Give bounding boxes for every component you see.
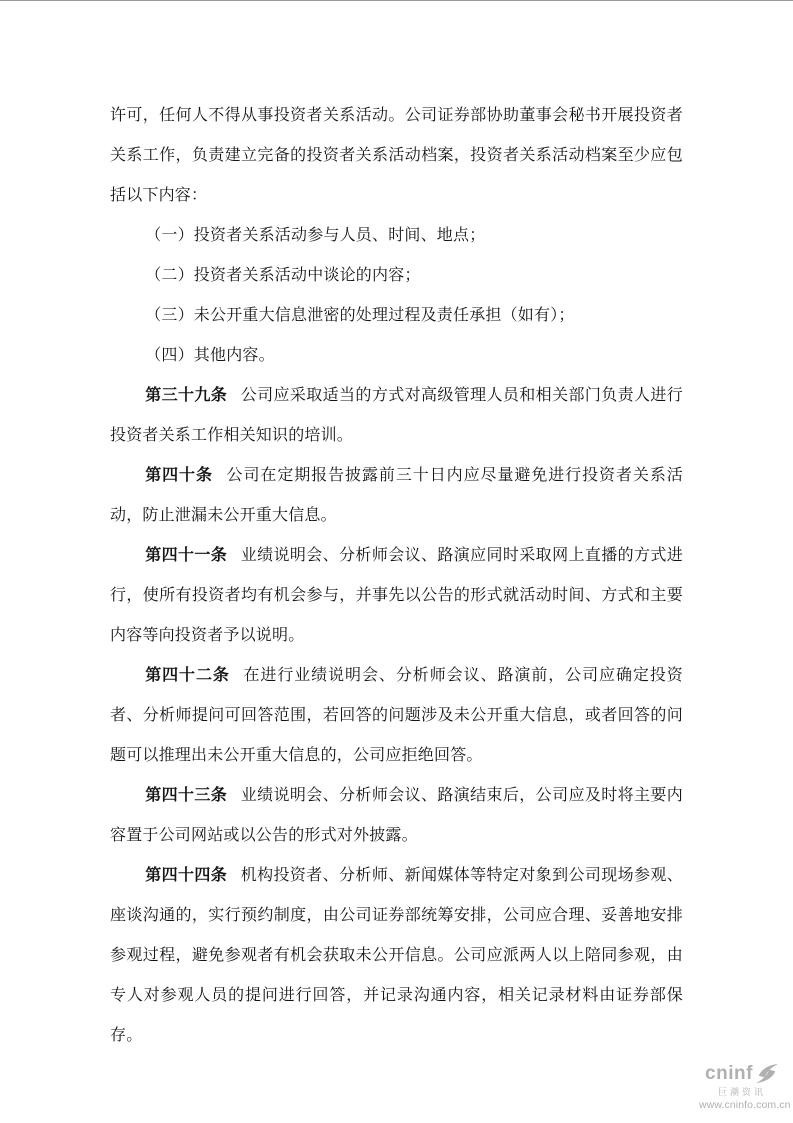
article-40-text: 公司在定期报告披露前三十日内应尽量避免进行投资者关系活动，防止泄漏未公开重大信息。 bbox=[110, 467, 683, 524]
article-41-text: 业绩说明会、分析师会议、路演应同时采取网上直播的方式进行，使所有投资者均有机会参与，并事先以公告的形式就活动时间、方式和主要内容等向投资者予以说明。 bbox=[110, 547, 683, 644]
article-42-number: 第四十二条 bbox=[145, 667, 230, 684]
paragraph-continuation bbox=[110, 96, 683, 216]
article-41-number: 第四十一条 bbox=[145, 547, 228, 564]
cninfo-url: www.cninfo.com.cn bbox=[699, 1099, 791, 1111]
cninfo-swirl-icon bbox=[755, 1063, 779, 1084]
article-44-number: 第四十四条 bbox=[145, 867, 228, 884]
article-42 bbox=[110, 656, 683, 776]
list-item-1 bbox=[110, 216, 683, 256]
article-40 bbox=[110, 456, 683, 536]
list-item-text: （二）投资者关系活动中谈论的内容； bbox=[145, 267, 421, 284]
article-43-number: 第四十三条 bbox=[145, 787, 228, 804]
list-item-4 bbox=[110, 336, 683, 376]
list-item-text: （四）其他内容。 bbox=[145, 347, 275, 364]
list-item-text: （一）投资者关系活动参与人员、时间、地点； bbox=[145, 227, 486, 244]
article-39-text: 公司应采取适当的方式对高级管理人员和相关部门负责人进行投资者关系工作相关知识的培训。 bbox=[110, 387, 683, 444]
cninfo-logo-row bbox=[699, 1063, 785, 1084]
list-item-2 bbox=[110, 256, 683, 296]
list-item-3 bbox=[110, 296, 683, 336]
cninfo-watermark bbox=[699, 1063, 791, 1111]
article-43 bbox=[110, 776, 683, 856]
cninfo-brand-text: cninf bbox=[705, 1063, 753, 1084]
article-43-text: 业绩说明会、分析师会议、路演结束后，公司应及时将主要内容置于公司网站或以公告的形式对外披露。 bbox=[110, 787, 683, 844]
cninfo-chinese-name: 巨潮资讯 bbox=[717, 1087, 766, 1097]
paragraph-text: 许可，任何人不得从事投资者关系活动。公司证券部协助董事会秘书开展投资者关系工作，负责建立完备的投资者关系活动档案，投资者关系活动档案至少应包括以下内容： bbox=[110, 107, 683, 204]
article-44-text: 机构投资者、分析师、新闻媒体等特定对象到公司现场参观、座谈沟通的，实行预约制度，由公司证券部统筹安排，公司应合理、妥善地安排参观过程，避免参观者有机会获取未公开信息。公司应派两人以上陪同参观，由专人对参观人员的提问进行回答，并记录沟通内容，相关记录材料由证券部保存。 bbox=[110, 867, 683, 1044]
article-39-number: 第三十九条 bbox=[145, 387, 228, 404]
article-39 bbox=[110, 376, 683, 456]
article-44 bbox=[110, 856, 683, 1056]
article-42-text: 在进行业绩说明会、分析师会议、路演前，公司应确定投资者、分析师提问可回答范围，若回答的问题涉及未公开重大信息，或者回答的问题可以推理出未公开重大信息的，公司应拒绝回答。 bbox=[110, 667, 683, 764]
list-item-text: （三）未公开重大信息泄密的处理过程及责任承担（如有）； bbox=[145, 307, 575, 324]
article-41 bbox=[110, 536, 683, 656]
document-body bbox=[110, 96, 683, 1056]
article-40-number: 第四十条 bbox=[145, 467, 213, 484]
